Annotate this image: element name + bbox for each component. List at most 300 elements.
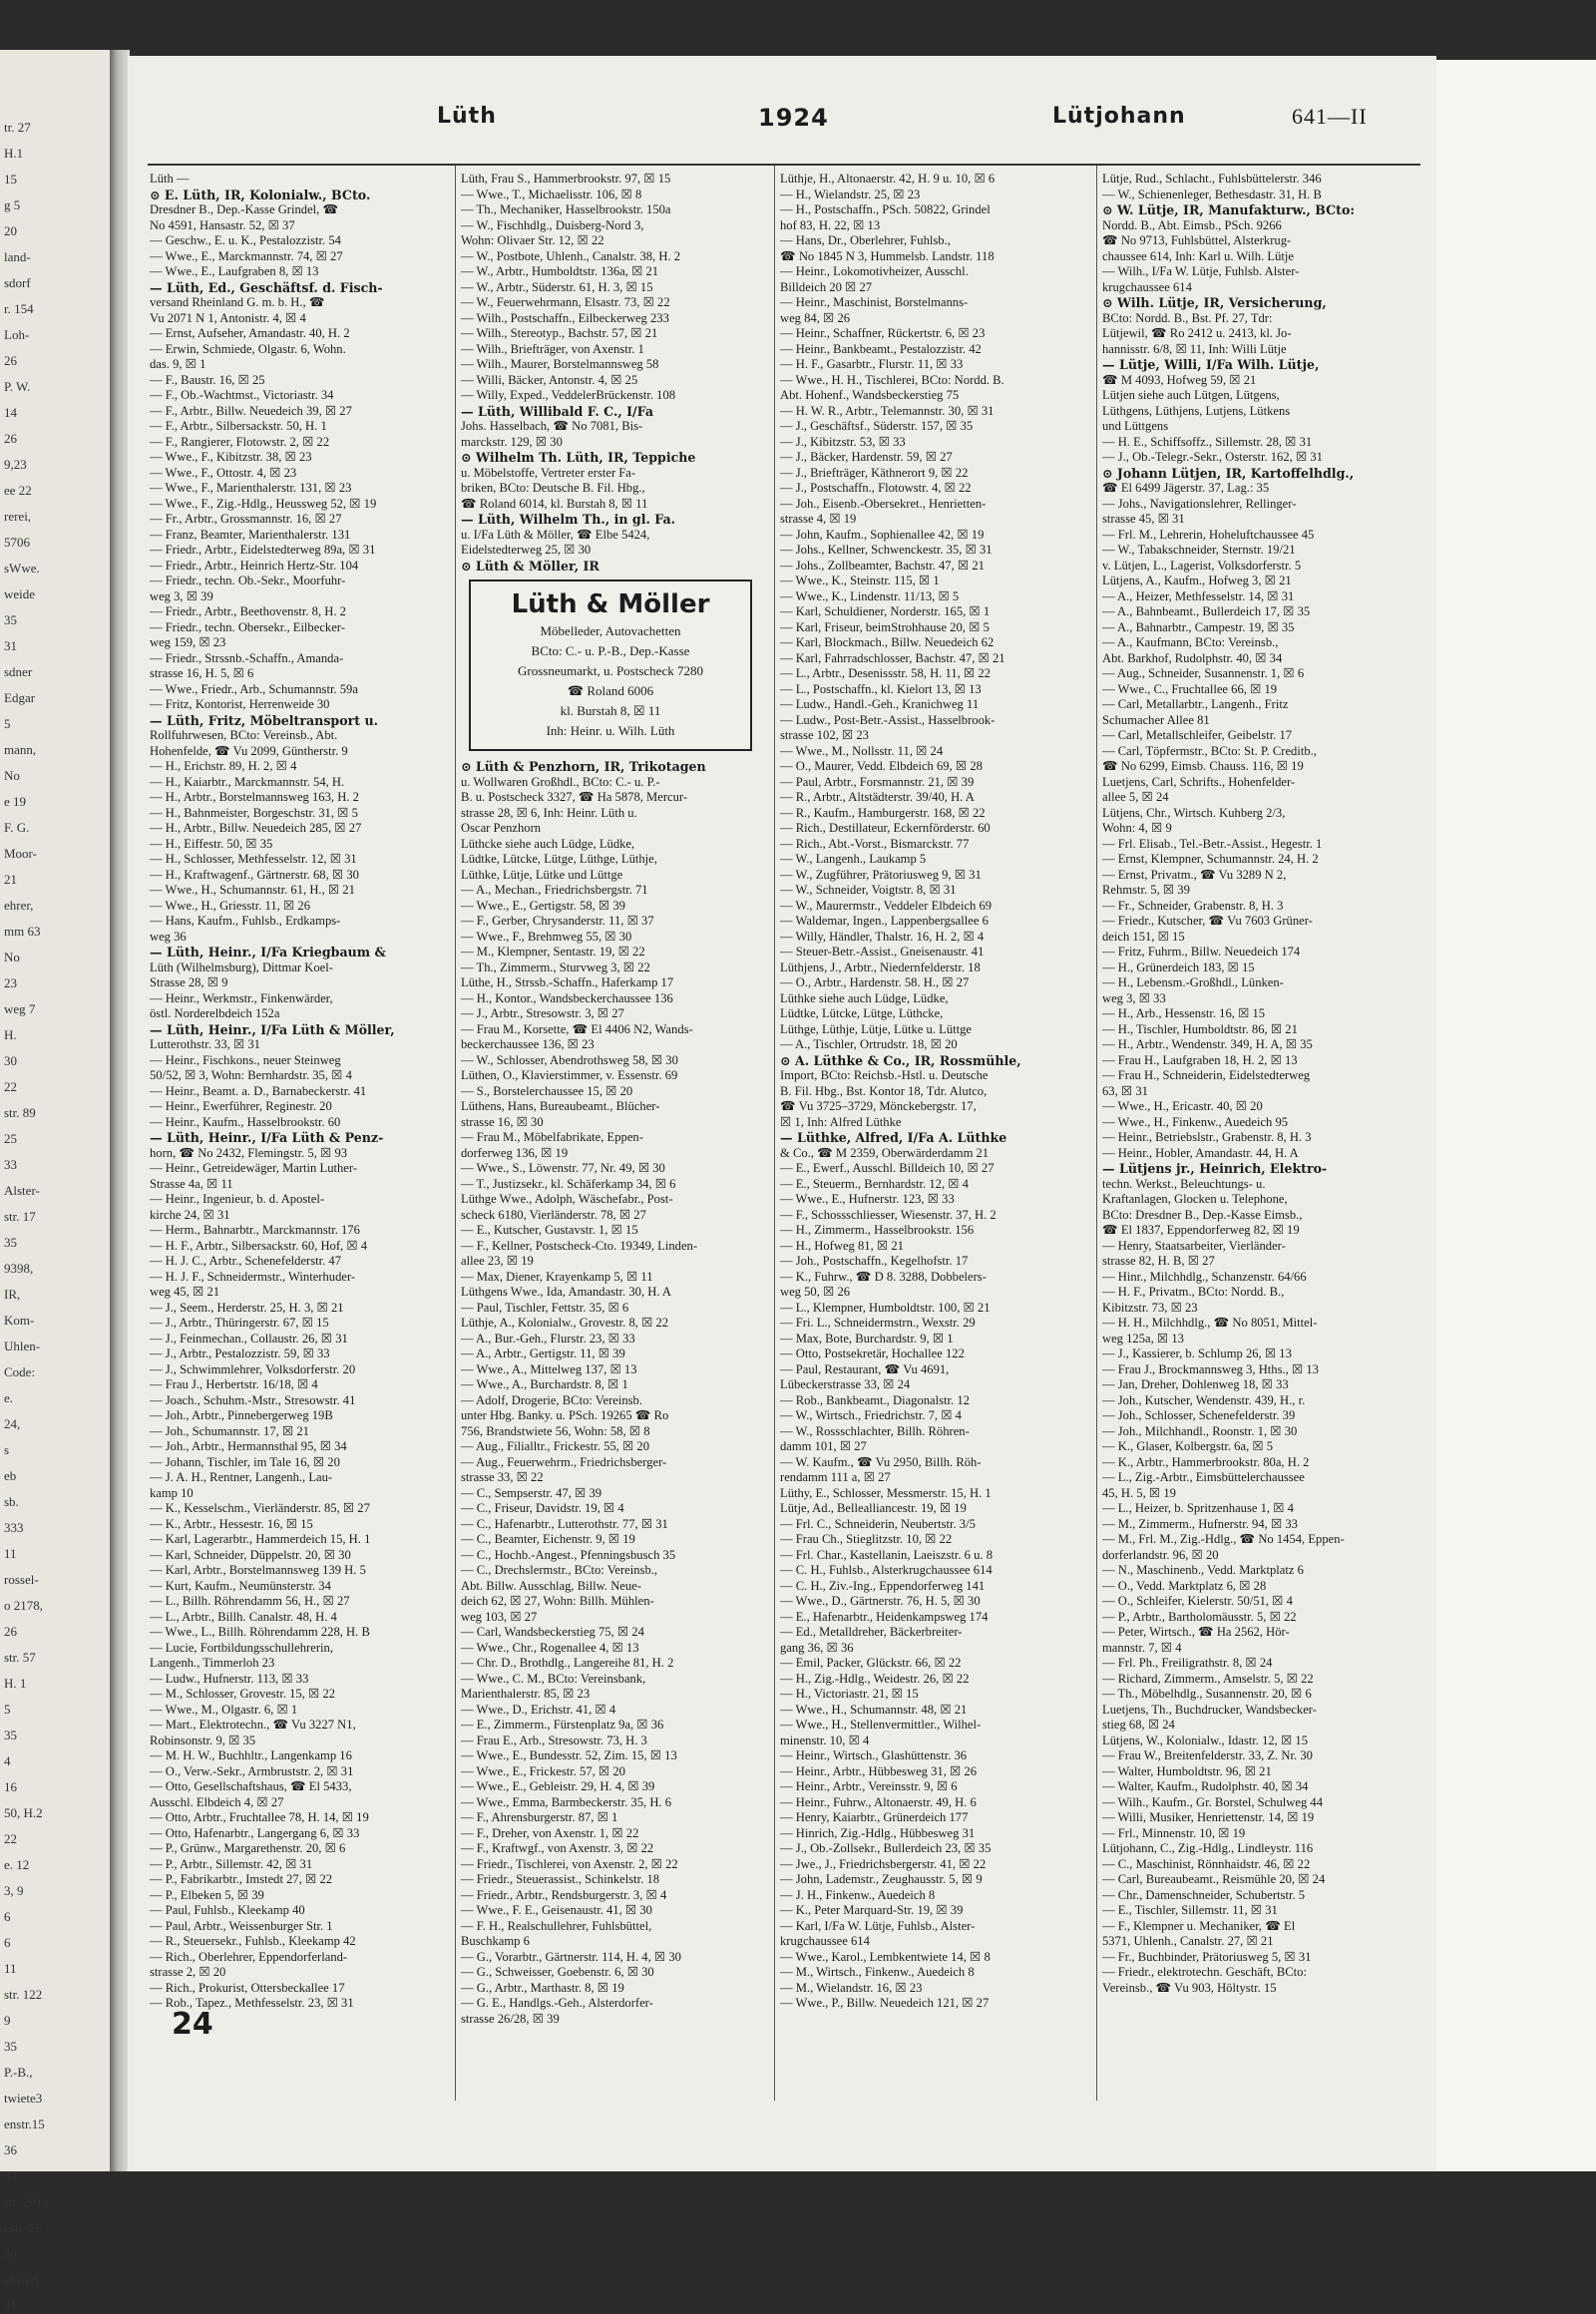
directory-entry-line: Lüthje, A., Kolonialw., Grovestr. 8, ☒ 22 xyxy=(461,1316,669,1330)
directory-entry-line: — J., Postschaffn., Flotowstr. 4, ☒ 22 xyxy=(780,481,972,495)
prev-page-text: 50, H.2 xyxy=(4,1805,43,1820)
directory-entry-line: Lütjens, A., Kaufm., Hofweg 3, ☒ 21 xyxy=(1102,574,1292,587)
directory-entry-line: — H. F., Arbtr., Silbersackstr. 60, Hof, ☒ 4 xyxy=(150,1238,368,1253)
directory-entry-line: — K., Arbtr., Hessestr. 16, ☒ 15 xyxy=(150,1516,313,1531)
directory-entry-line: — G., Schweisser, Goebenstr. 6, ☒ 30 xyxy=(461,1965,654,1979)
directory-entry-line: techn. Werkst., Beleuchtungs- u. xyxy=(1102,1176,1266,1191)
prev-page-text: 31 xyxy=(4,638,17,653)
directory-entry-line: — A., Bahnbeamt., Bullerdeich 17, ☒ 35 xyxy=(1102,604,1311,618)
directory-entry-line: beckerchaussee 136, ☒ 23 xyxy=(461,1037,595,1051)
directory-entry-line: — Wwe., K., Lindenstr. 11/13, ☒ 5 xyxy=(780,588,960,603)
prev-page-text: rerei, xyxy=(4,509,32,524)
directory-entry-line: Kraftanlagen, Glocken u. Telephone, xyxy=(1102,1192,1288,1206)
prev-page-text: 5 xyxy=(4,1702,11,1717)
directory-entry-line: stieg 68, ☒ 24 xyxy=(1102,1718,1175,1732)
directory-entry-line: — C. H., Ziv.-Ing., Eppendorferweg 141 xyxy=(780,1578,986,1593)
directory-entry-line: — Franz, Beamter, Marienthalerstr. 131 xyxy=(150,527,351,542)
prev-page-text: Code: xyxy=(4,1364,36,1379)
directory-entry-line: — R., Steuersekr., Fuhlsb., Kleekamp 42 xyxy=(150,1934,356,1948)
prev-page-text: s xyxy=(4,1442,10,1457)
directory-entry-line: — F. H., Realschullehrer, Fuhlsbüttel, xyxy=(461,1918,652,1933)
directory-entry-line: — J., Arbtr., Stresowstr. 3, ☒ 27 xyxy=(461,1006,624,1020)
directory-entry-line: strasse 33, ☒ 22 xyxy=(461,1470,544,1484)
directory-entry-line: — Otto, Gesellschaftshaus, ☎ El 5433, xyxy=(150,1779,352,1793)
directory-entry-line: — Wwe., H., Ericastr. 40, ☒ 20 xyxy=(1102,1099,1263,1113)
prev-page-text: sb. xyxy=(4,1494,19,1509)
directory-entry-line: ☎ Vu 3725–3729, Mönckebergstr. 17, xyxy=(780,1099,977,1113)
directory-entry-line: — W. Kaufm., ☎ Vu 2950, Billh. Röh- xyxy=(780,1454,982,1469)
directory-entry-line: — O., Arbtr., Hardenstr. 58. H., ☒ 27 xyxy=(780,975,970,989)
directory-entry-line: — Frau J., Brockmannsweg 3, Hths., ☒ 13 xyxy=(1102,1361,1319,1376)
directory-entry-line: — Lüth, Heinr., I/Fa Lüth & Möller, xyxy=(150,1021,395,1037)
directory-entry-line: — Johs., Navigationslehrer, Rellinger- xyxy=(1102,496,1297,511)
directory-entry-line: — Carl, Bureaubeamt., Reismühle 20, ☒ 24 xyxy=(1102,1872,1326,1886)
directory-entry-line: Lüth, Frau S., Hammerbrookstr. 97, ☒ 15 xyxy=(461,172,671,186)
directory-entry-line: — Fr., Buchbinder, Prätoriusweg 5, ☒ 31 xyxy=(1102,1949,1312,1964)
directory-entry-line: — Heinr., Fuhrw., Altonaerstr. 49, H. 6 xyxy=(780,1794,977,1809)
directory-entry-line: — Wwe., E., Frickestr. 57, ☒ 20 xyxy=(461,1763,625,1778)
directory-entry-line: ⊙ Lüth & Penzhorn, IR, Trikotagen xyxy=(461,759,706,774)
directory-entry-line: — Heinr., Betriebslstr., Grabenstr. 8, H. 3 xyxy=(1102,1130,1312,1144)
directory-entry-line: — C., Maschinist, Rönnhaidstr. 46, ☒ 22 xyxy=(1102,1856,1311,1871)
directory-entry-line: — Wwe., Karol., Lembkentwiete 14, ☒ 8 xyxy=(780,1949,991,1964)
directory-entry-line: — P., Fabrikarbtr., Imstedt 27, ☒ 22 xyxy=(150,1872,333,1886)
directory-entry-line: — Mart., Elektrotechn., ☎ Vu 3227 N1, xyxy=(150,1718,356,1732)
directory-entry-line: — Frau H., Schneiderin, Eidelstedterweg xyxy=(1102,1068,1311,1082)
prev-page-text: F. G. xyxy=(4,820,30,835)
directory-entry-line: — Friedr., Arbtr., Heinrich Hertz-Str. 104 xyxy=(150,558,359,573)
prev-page-text: estr. 26 xyxy=(4,2220,42,2235)
directory-entry-line: — Heinr., Lokomotivheizer, Ausschl. xyxy=(780,264,969,278)
directory-entry-line: strasse 16, H. 5, ☒ 6 xyxy=(150,666,254,680)
directory-entry-line: — J., Feinmechan., Collaustr. 26, ☒ 31 xyxy=(150,1331,348,1346)
directory-entry-line: — A., Bur.-Geh., Flurstr. 23, ☒ 33 xyxy=(461,1331,635,1346)
directory-entry-line: — Ludw., Hufnerstr. 113, ☒ 33 xyxy=(150,1671,309,1686)
directory-entry-line: ☎ No 9713, Fuhlsbüttel, Alsterkrug- xyxy=(1102,233,1292,247)
directory-entry-line: — H., Erichstr. 89, H. 2, ☒ 4 xyxy=(150,759,297,773)
directory-entry-line: — L., Billh. Röhrendamm 56, H., ☒ 27 xyxy=(150,1594,350,1608)
directory-entry-line: — A., Mechan., Friedrichsbergstr. 71 xyxy=(461,883,648,897)
directory-entry-line: — Karl, Schuldiener, Norderstr. 165, ☒ 1 xyxy=(780,604,991,618)
prev-page-text: 24, xyxy=(4,1416,21,1431)
directory-entry-line: — Kurt, Kaufm., Neumünsterstr. 34 xyxy=(150,1578,331,1593)
column-1 xyxy=(150,172,449,2012)
directory-entry-line: — Fr., Schneider, Grabenstr. 8, H. 3 xyxy=(1102,898,1284,913)
prev-page-text: 15 xyxy=(4,172,17,187)
directory-entry-line: — Jan, Dreher, Dohlenweg 18, ☒ 33 xyxy=(1102,1377,1289,1391)
directory-entry-line: — Wilh., Stereotyp., Bachstr. 57, ☒ 21 xyxy=(461,326,658,340)
directory-entry-line: — H., Wielandstr. 25, ☒ 23 xyxy=(780,187,921,201)
prev-page-text: 35 xyxy=(4,612,17,627)
directory-entry-line: — P., Arbtr., Sillemstr. 42, ☒ 31 xyxy=(150,1856,313,1871)
directory-entry-line: — P., Arbtr., Bartholomäusstr. 5, ☒ 22 xyxy=(1102,1609,1297,1624)
directory-entry-line: — Paul, Restaurant, ☎ Vu 4691, xyxy=(780,1361,950,1376)
directory-entry-line: — Wwe., E., Gebleistr. 29, H. 4, ☒ 39 xyxy=(461,1779,655,1793)
directory-entry-line: — Joh., Kutscher, Wendenstr. 439, H., r. xyxy=(1102,1392,1306,1407)
prev-page-text: e. xyxy=(4,1390,14,1405)
directory-entry-line: Hohenfelde, ☎ Vu 2099, Güntherstr. 9 xyxy=(150,743,348,758)
directory-entry-line: — Max, Bote, Burchardstr. 9, ☒ 1 xyxy=(780,1331,954,1346)
directory-entry-line: — Wwe., H., Schumannstr. 61, H., ☒ 21 xyxy=(150,883,355,897)
prev-page-text: str. 17 xyxy=(4,1209,36,1224)
directory-entry-line: — Hans, Dr., Oberlehrer, Fuhlsb., xyxy=(780,233,951,247)
directory-entry-line: Billdeich 20 ☒ 27 xyxy=(780,279,873,294)
directory-entry-line: — Frau M., Möbelfabrikate, Eppen- xyxy=(461,1130,643,1144)
prev-page-text: tr. 27 xyxy=(4,120,31,135)
directory-entry-line: — M., Schlosser, Grovestr. 15, ☒ 22 xyxy=(150,1687,336,1701)
directory-entry-line: — C., Sempserstr. 47, ☒ 39 xyxy=(461,1485,602,1500)
directory-entry-line: — Willi, Musiker, Henriettenstr. 14, ☒ 19 xyxy=(1102,1810,1315,1824)
directory-entry-line: — E., Hafenarbtr., Heidenkampsweg 174 xyxy=(780,1609,989,1624)
prev-page-text: aben 8 xyxy=(4,2272,39,2287)
directory-entry-line: — Fritz, Fuhrm., Billw. Neuedeich 174 xyxy=(1102,945,1301,959)
directory-entry-line: — Heinr., Fischkons., neuer Steinweg xyxy=(150,1052,341,1067)
directory-entry-line: horn, ☎ No 2432, Flemingstr. 5, ☒ 93 xyxy=(150,1145,348,1160)
directory-entry-line: — Willy, Exped., VeddelerBrückenstr. 108 xyxy=(461,388,676,402)
directory-entry-line: — Friedr., Steuerassist., Schinkelstr. 18 xyxy=(461,1872,660,1886)
directory-entry-line: dorferweg 136, ☒ 19 xyxy=(461,1145,569,1160)
directory-entry-line: 756, Brandstwiete 56, Wohn: 58, ☒ 8 xyxy=(461,1423,650,1438)
directory-entry-line: — L., Postschaffn., kl. Kielort 13, ☒ 13 xyxy=(780,681,982,696)
prev-page-text: 35 xyxy=(4,2039,17,2054)
directory-entry-line: u. I/Fa Lüth & Möller, ☎ Elbe 5424, xyxy=(461,527,650,542)
ad-line: BCto: C.- u. P.-B., Dep.-Kasse xyxy=(531,643,690,658)
directory-entry-line: — L., Arbtr., Billh. Canalstr. 48, H. 4 xyxy=(150,1609,337,1624)
directory-entry-line: — Karl, Arbtr., Borstelmannsweg 139 H. 5 xyxy=(150,1563,366,1577)
column-3 xyxy=(780,172,1079,2012)
directory-entry-line: — F., Schossschliesser, Wiesenstr. 37, H. 2 xyxy=(780,1207,997,1222)
directory-entry-line: — Karl, Fahrradschlosser, Bachstr. 47, ☒ 21 xyxy=(780,650,1005,665)
directory-entry-line: — Lüth, Willibald F. C., I/Fa xyxy=(461,403,654,419)
prev-page-text: 5706 xyxy=(4,535,30,550)
directory-entry-line: — Friedr., elektrotechn. Geschäft, BCto: xyxy=(1102,1965,1307,1979)
prev-page-text: r. 154 xyxy=(4,301,34,316)
column-divider xyxy=(774,166,775,2101)
directory-entry-line: krugchaussee 614 xyxy=(780,1934,870,1948)
directory-entry-line: — Wwe., A., Burchardstr. 8, ☒ 1 xyxy=(461,1377,628,1391)
directory-entry-line: weg 84, ☒ 26 xyxy=(780,310,851,325)
directory-entry-line: — Hinr., Milchhdlg., Schanzenstr. 64/66 xyxy=(1102,1269,1307,1284)
directory-entry-line: — J., Seem., Herderstr. 25, H. 3, ☒ 21 xyxy=(150,1300,344,1315)
prev-page-text: str. 89 xyxy=(4,1105,36,1120)
directory-entry-line: Ausschl. Elbdeich 4, ☒ 27 xyxy=(150,1794,284,1809)
previous-page-fragment xyxy=(0,50,110,2313)
prev-page-text: e 19 xyxy=(4,794,27,809)
directory-entry-line: — Wwe., E., Bundesstr. 52, Zim. 15, ☒ 13 xyxy=(461,1748,677,1762)
directory-entry-line: — Otto, Arbtr., Fruchtallee 78, H. 14, ☒ 19 xyxy=(150,1810,369,1824)
directory-entry-line: versand Rheinland G. m. b. H., ☎ xyxy=(150,295,325,309)
directory-entry-line: — Waldemar, Ingen., Lappenbergsallee 6 xyxy=(780,914,989,928)
prev-page-text: H.1 xyxy=(4,146,24,161)
prev-page-text: Alster- xyxy=(4,1183,40,1198)
prev-page-text: 20 xyxy=(4,223,17,238)
prev-page-text: rossel- xyxy=(4,1572,39,1587)
directory-entry-line: — Carl, Töpfermstr., BCto: St. P. Creditb., xyxy=(1102,743,1317,758)
directory-entry-line: — Henry, Kaiarbtr., Grünerdeich 177 xyxy=(780,1810,969,1824)
directory-entry-line: — F., Kellner, Postscheck-Cto. 19349, Linden- xyxy=(461,1238,698,1253)
prev-page-text: 35 xyxy=(4,1235,17,1250)
directory-entry-line: — J., Ob.-Telegr.-Sekr., Osterstr. 162, ☒ 31 xyxy=(1102,450,1323,464)
directory-entry-line: Lüthke, Lütje, Lütke und Lüttge xyxy=(461,867,623,882)
directory-entry-line: strasse 102, ☒ 23 xyxy=(780,728,869,742)
directory-entry-line: — Rich., Abt.-Vorst., Bismarckstr. 77 xyxy=(780,836,970,851)
directory-entry-line: — Emil, Packer, Glückstr. 66, ☒ 22 xyxy=(780,1656,962,1670)
directory-entry-line: ☎ El 1837, Eppendorferweg 82, ☒ 19 xyxy=(1102,1223,1300,1237)
directory-entry-line: — Heinr., Arbtr., Vereinsstr. 9, ☒ 6 xyxy=(780,1779,958,1793)
directory-entry-line: Lüth — xyxy=(150,172,190,186)
directory-entry-line: Lüdtke, Lütcke, Lütge, Lüthge, Lüthje, xyxy=(461,852,657,866)
directory-entry-line: — Wwe., D., Erichstr. 41, ☒ 4 xyxy=(461,1702,616,1717)
directory-entry-line: — R., Kaufm., Hamburgerstr. 168, ☒ 22 xyxy=(780,805,986,820)
directory-entry-line: — E., Zimmerm., Fürstenplatz 9a, ☒ 36 xyxy=(461,1718,664,1732)
prev-page-text: 22 xyxy=(4,1831,17,1846)
directory-entry-line: ☎ El 6499 Jägerstr. 37, Lag.: 35 xyxy=(1102,481,1270,495)
directory-entry-line: — Joh., Arbtr., Hermannsthal 95, ☒ 34 xyxy=(150,1439,347,1453)
directory-entry-line: — K., Fuhrw., ☎ D 8. 3288, Dobbelers- xyxy=(780,1269,987,1284)
prev-page-text: 35 xyxy=(4,1728,17,1742)
directory-entry-line: — Paul, Tischler, Fettstr. 35, ☒ 6 xyxy=(461,1300,629,1315)
directory-entry-line: strasse 2, ☒ 20 xyxy=(150,1965,226,1979)
directory-entry-line: — Heinr., Beamt. a. D., Barnabeckerstr. 41 xyxy=(150,1083,367,1098)
directory-entry-line: — E., Tischler, Sillemstr. 11, ☒ 31 xyxy=(1102,1903,1278,1917)
directory-entry-line: Lüthge Wwe., Adolph, Wäschefabr., Post- xyxy=(461,1192,673,1206)
prev-page-text: weide xyxy=(4,586,36,601)
directory-entry-line: — Hinrich, Zig.-Hdlg., Hübbesweg 31 xyxy=(780,1825,976,1840)
directory-entry-line: — Richard, Zimmerm., Amselstr. 5, ☒ 22 xyxy=(1102,1671,1314,1686)
prev-page-text: sWwe. xyxy=(4,561,40,576)
directory-entry-line: — Wilh., Briefträger, von Axenstr. 1 xyxy=(461,341,644,356)
prev-page-text: str. 201a, xyxy=(4,2194,52,2209)
directory-entry-line: — Wwe., H., Griesstr. 11, ☒ 26 xyxy=(150,898,311,913)
prev-page-text: ehrer, xyxy=(4,898,34,913)
directory-entry-line: ☒ 1, Inh: Alfred Lüthke xyxy=(780,1114,902,1129)
prev-page-text: 23 xyxy=(4,975,17,990)
directory-entry-line: — Paul, Fuhlsb., Kleekamp 40 xyxy=(150,1903,305,1917)
directory-entry-line: — C., Friseur, Davidstr. 19, ☒ 4 xyxy=(461,1501,624,1515)
directory-entry-line: — H., Arbtr., Wendenstr. 349, H. A, ☒ 35 xyxy=(1102,1037,1313,1051)
directory-entry-line: — Lüth, Heinr., I/Fa Lüth & Penz- xyxy=(150,1130,384,1145)
directory-entry-line: — Frau E., Arb., Stresowstr. 73, H. 3 xyxy=(461,1733,647,1747)
directory-entry-line: u. Wollwaren Großhdl., BCto: C.- u. P.- xyxy=(461,774,660,789)
directory-entry-line: — Wwe., F., Ottostr. 4, ☒ 23 xyxy=(150,465,297,480)
prev-page-text: 14 xyxy=(4,405,17,420)
directory-entry-line: ☎ Roland 6014, kl. Burstah 8, ☒ 11 xyxy=(461,496,648,511)
directory-entry-line: — Wwe., F., Zig.-Hdlg., Heussweg 52, ☒ 19 xyxy=(150,496,377,511)
directory-entry-line: — L., Arbtr., Desenissstr. 58, H. 11, ☒ 22 xyxy=(780,666,991,680)
page-margin xyxy=(1436,60,1596,2171)
directory-entry-line: — H., Arb., Hessenstr. 16, ☒ 15 xyxy=(1102,1006,1266,1020)
prev-page-text: sdorf xyxy=(4,275,31,290)
directory-entry-line: Lüthe, H., Strssb.-Schaffn., Haferkamp 17 xyxy=(461,975,674,989)
directory-entry-line: — Fritz, Kontorist, Herrenweide 30 xyxy=(150,697,330,711)
prev-page-text: e. 12 xyxy=(4,1857,30,1872)
directory-entry-line: — Ernst, Privatm., ☎ Vu 3289 N 2, xyxy=(1102,867,1287,882)
directory-entry-line: Lütjens, Chr., Wirtsch. Kuhberg 2/3, xyxy=(1102,805,1286,820)
directory-entry-line: — H., Zig.-Hdlg., Weidestr. 26, ☒ 22 xyxy=(780,1671,970,1686)
directory-entry-line: — R., Arbtr., Altstädterstr. 39/40, H. A xyxy=(780,790,975,804)
prev-page-text: 3, 9 xyxy=(4,1883,24,1898)
directory-entry-line: Abt. Hohenf., Wandsbeckerstieg 75 xyxy=(780,388,960,402)
directory-entry-line: ☎ No 6299, Eimsb. Chauss. 116, ☒ 19 xyxy=(1102,759,1304,773)
directory-entry-line: — Carl, Metallschleifer, Geibelstr. 17 xyxy=(1102,728,1293,742)
directory-entry-line: — Steuer-Betr.-Assist., Gneisenaustr. 41 xyxy=(780,945,985,959)
directory-entry-line: — Karl, I/Fa W. Lütje, Fuhlsb., Alster- xyxy=(780,1918,976,1933)
directory-entry-line: — F., Kraftwgf., von Axenstr. 3, ☒ 22 xyxy=(461,1841,654,1855)
directory-entry-line: strasse 45, ☒ 31 xyxy=(1102,512,1185,526)
directory-entry-line: — W., Arbtr., Süderstr. 61, H. 3, ☒ 15 xyxy=(461,279,653,294)
prev-page-text: 11 xyxy=(4,1546,17,1561)
directory-entry-line: weg 103, ☒ 27 xyxy=(461,1609,538,1624)
directory-entry-line: strasse 82, H. B, ☒ 27 xyxy=(1102,1254,1215,1268)
directory-entry-line: Lüthgens Wwe., Ida, Amandastr. 30, H. A xyxy=(461,1285,672,1299)
directory-entry-line: — Lüthke, Alfred, I/Fa A. Lüthke xyxy=(780,1130,1007,1145)
prev-page-text: 30 xyxy=(4,2246,17,2261)
directory-entry-line: — Paul, Arbtr., Weissenburger Str. 1 xyxy=(150,1918,333,1933)
directory-entry-line: — J., Arbtr., Pestalozzistr. 59, ☒ 33 xyxy=(150,1347,330,1360)
directory-entry-line: mannstr. 7, ☒ 4 xyxy=(1102,1640,1182,1655)
directory-entry-line: ☎ No 1845 N 3, Hummelsb. Landstr. 118 xyxy=(780,248,995,263)
directory-entry-line: — Wwe., F. E., Geisenaustr. 41, ☒ 30 xyxy=(461,1903,652,1917)
prev-page-text: 31 xyxy=(4,2298,17,2313)
directory-entry-line: — G., Arbtr., Marthastr. 8, ☒ 19 xyxy=(461,1980,624,1995)
directory-entry-line: — A., Kaufmann, BCto: Vereinsb., xyxy=(1102,635,1279,649)
header-left-keyword: Lüth xyxy=(437,104,497,129)
directory-entry-line: — Ernst, Aufseher, Amandastr. 40, H. 2 xyxy=(150,326,350,340)
directory-entry-line: — Henry, Staatsarbeiter, Vierländer- xyxy=(1102,1238,1286,1253)
directory-entry-line: — F., Arbtr., Billw. Neuedeich 39, ☒ 27 xyxy=(150,403,352,418)
directory-entry-line: — J. A. H., Rentner, Langenh., Lau- xyxy=(150,1470,333,1484)
directory-entry-line: — H., Hofweg 81, ☒ 21 xyxy=(780,1238,904,1253)
directory-entry-line: Wohn: Olivaer Str. 12, ☒ 22 xyxy=(461,233,604,247)
directory-entry-line: strasse 28, ☒ 6, Inh: Heinr. Lüth u. xyxy=(461,805,637,820)
directory-entry-line: strasse 4, ☒ 19 xyxy=(780,512,857,526)
directory-entry-line: — Wwe., H., Schumannstr. 48, ☒ 21 xyxy=(780,1702,968,1717)
directory-entry-line: — Max, Diener, Krayenkamp 5, ☒ 11 xyxy=(461,1269,653,1284)
directory-entry-line: — Wwe., E., Marckmannstr. 74, ☒ 27 xyxy=(150,248,343,263)
directory-entry-line: — Wwe., Friedr., Arb., Schumannstr. 59a xyxy=(150,681,358,696)
directory-entry-line: Rollfuhrwesen, BCto: Vereinsb., Abt. xyxy=(150,728,338,742)
directory-entry-line: — H. E., Schiffsoffz., Sillemstr. 28, ☒ 31 xyxy=(1102,434,1313,449)
prev-page-text: Moor- xyxy=(4,846,37,861)
directory-entry-line: — C., Hafenarbtr., Lutterothstr. 77, ☒ 31 xyxy=(461,1516,668,1531)
directory-entry-line: — Lüth, Heinr., I/Fa Kriegbaum & xyxy=(150,945,386,960)
directory-entry-line: — F., Ahrensburgerstr. 87, ☒ 1 xyxy=(461,1810,618,1824)
directory-entry-line: — Heinr., Hobler, Amandastr. 44, H. A xyxy=(1102,1145,1299,1160)
directory-entry-line: — Johs., Zollbeamter, Bachstr. 47, ☒ 21 xyxy=(780,558,985,573)
directory-entry-line: Luetjens, Carl, Schrifts., Hohenfelder- xyxy=(1102,774,1296,789)
directory-entry-line: — Lucie, Fortbildungsschullehrerin, xyxy=(150,1640,333,1655)
directory-entry-line: — Aug., Schneider, Susannenstr. 1, ☒ 6 xyxy=(1102,666,1305,680)
directory-entry-line: — Wwe., A., Mittelweg 137, ☒ 13 xyxy=(461,1361,637,1376)
directory-entry-line: — Willy, Händler, Thalstr. 16, H. 2, ☒ 4 xyxy=(780,929,985,944)
prev-page-text: Uhlen- xyxy=(4,1339,41,1353)
directory-entry-line: Kibitzstr. 73, ☒ 23 xyxy=(1102,1300,1198,1315)
directory-entry-line: — W., Wirtsch., Friedrichstr. 7, ☒ 4 xyxy=(780,1408,962,1422)
directory-entry-line: — H., Kontor., Wandsbeckerchaussee 136 xyxy=(461,990,673,1005)
prev-page-text: 6 xyxy=(4,1909,11,1924)
directory-entry-line: u. Möbelstoffe, Vertreter erster Fa- xyxy=(461,465,636,480)
directory-entry-line: — K., Kesselschm., Vierländerstr. 85, ☒ 27 xyxy=(150,1501,370,1515)
prev-page-text: mann, xyxy=(4,742,37,757)
directory-entry-line: ⊙ E. Lüth, IR, Kolonialw., BCto. xyxy=(150,187,371,202)
directory-entry-line: — M., Wielandstr. 16, ☒ 23 xyxy=(780,1980,923,1995)
prev-page-text: 9,23 xyxy=(4,457,27,472)
directory-entry-line: weg 3, ☒ 33 xyxy=(1102,990,1166,1005)
prev-page-text: 26 xyxy=(4,353,17,368)
header-right-keyword: Lütjohann xyxy=(1052,104,1186,129)
directory-entry-line: — J., Bäcker, Hardenstr. 59, ☒ 27 xyxy=(780,450,953,464)
directory-entry-line: — Wwe., E., Gertigstr. 58, ☒ 39 xyxy=(461,898,625,913)
directory-entry-line: Lüthcke siehe auch Lüdge, Lüdke, xyxy=(461,836,635,851)
directory-entry-line: — Willi, Bäcker, Antonstr. 4, ☒ 25 xyxy=(461,372,638,387)
directory-entry-line: — Wwe., F., Marienthalerstr. 131, ☒ 23 xyxy=(150,481,352,495)
directory-entry-line: — H., Bahnmeister, Borgeschstr. 31, ☒ 5 xyxy=(150,805,358,820)
prev-page-text: Edgar xyxy=(4,690,36,705)
directory-entry-line: minenstr. 10, ☒ 4 xyxy=(780,1733,870,1747)
directory-entry-line: rendamm 111 a, ☒ 27 xyxy=(780,1470,891,1484)
directory-entry-line: — F., Rangierer, Flotowstr. 2, ☒ 22 xyxy=(150,434,330,449)
directory-entry-line: — F., Baustr. 16, ☒ 25 xyxy=(150,372,265,387)
directory-entry-line: — J., Arbtr., Thüringerstr. 67, ☒ 15 xyxy=(150,1316,329,1330)
directory-entry-line: ⊙ Wilhelm Th. Lüth, IR, Teppiche xyxy=(461,450,696,465)
directory-entry-line: — Rob., Tapez., Methfesselstr. 23, ☒ 31 xyxy=(150,1996,354,2010)
directory-entry-line: — Th., Mechaniker, Hasselbrookstr. 150a xyxy=(461,202,671,216)
prev-page-text: str. 122 xyxy=(4,1987,43,2002)
directory-entry-line: — W., Arbtr., Humboldtstr. 136a, ☒ 21 xyxy=(461,264,659,278)
directory-entry-line: Eidelstedterweg 25, ☒ 30 xyxy=(461,543,592,557)
directory-entry-line: — O., Maurer, Vedd. Elbdeich 69, ☒ 28 xyxy=(780,759,983,773)
directory-entry-line: B. Fil. Hbg., Bst. Kontor 18, Tdr. Alutco, xyxy=(780,1083,988,1098)
directory-entry-line: — K., Peter Marquard-Str. 19, ☒ 39 xyxy=(780,1903,964,1917)
directory-entry-line: — Wilh., Postschaffn., Eilbeckerweg 233 xyxy=(461,310,669,325)
directory-entry-line: weg 36 xyxy=(150,929,187,944)
directory-entry-line: — Friedr., techn. Ob.-Sekr., Moorfuhr- xyxy=(150,574,346,587)
directory-entry-line: — Frl. Char., Kastellanin, Laeiszstr. 6 u. 8 xyxy=(780,1547,994,1562)
advertisement-box xyxy=(469,579,752,751)
directory-entry-line: allee 5, ☒ 24 xyxy=(1102,790,1169,804)
directory-entry-line: — O., Vedd. Marktplatz 6, ☒ 28 xyxy=(1102,1578,1267,1593)
directory-entry-line: — M., Frl. M., Zig.-Hdlg., ☎ No 1454, Eppen- xyxy=(1102,1532,1345,1546)
directory-entry-line: — C., Hochb.-Angest., Pfenningsbusch 35 xyxy=(461,1547,676,1562)
directory-entry-line: gang 36, ☒ 36 xyxy=(780,1640,854,1655)
directory-entry-line: chaussee 614, Inh: Karl u. Wilh. Lütje xyxy=(1102,248,1294,263)
directory-entry-line: — Heinr., Wirtsch., Glashüttenstr. 36 xyxy=(780,1748,968,1762)
directory-entry-line: — Wwe., C., Fruchtallee 66, ☒ 19 xyxy=(1102,681,1278,696)
directory-entry-line: 50/52, ☒ 3, Wohn: Bernhardstr. 35, ☒ 4 xyxy=(150,1068,352,1082)
directory-entry-line: — Adolf, Drogerie, BCto: Vereinsb. xyxy=(461,1392,643,1407)
directory-entry-line: — Carl, Wandsbeckerstieg 75, ☒ 24 xyxy=(461,1625,644,1639)
directory-entry-line: — G. E., Handlgs.-Geh., Alsterdorfer- xyxy=(461,1996,653,2010)
directory-entry-line: — N., Maschinenb., Vedd. Marktplatz 6 xyxy=(1102,1563,1304,1577)
directory-entry-line: briken, BCto: Deutsche B. Fil. Hbg., xyxy=(461,481,645,495)
directory-entry-line: — H., Lebensm.-Großhdl., Lünken- xyxy=(1102,975,1284,989)
directory-entry-line: — Lütje, Willi, I/Fa Wilh. Lütje, xyxy=(1102,357,1320,372)
directory-entry-line: — Chr. D., Brothdlg., Langereihe 81, H. 2 xyxy=(461,1656,674,1670)
directory-entry-line: östl. Norderelbdeich 152a xyxy=(150,1006,280,1020)
directory-entry-line: Lütjens, W., Kolonialw., Idastr. 12, ☒ 15 xyxy=(1102,1733,1309,1747)
directory-entry-line: — H. F., Privatm., BCto: Nordd. B., xyxy=(1102,1285,1285,1299)
directory-entry-line: 5371, Uhlenh., Canalstr. 27, ☒ 21 xyxy=(1102,1934,1274,1948)
directory-entry-line: — Jwe., J., Friedrichsbergerstr. 41, ☒ 22 xyxy=(780,1856,987,1871)
directory-entry-line: — P., Elbeken 5, ☒ 39 xyxy=(150,1887,264,1902)
directory-entry-line: Abt. Billw. Ausschlag, Billw. Neue- xyxy=(461,1578,641,1593)
directory-entry-line: — Wwe., Emma, Barmbeckerstr. 35, H. 6 xyxy=(461,1794,672,1809)
directory-entry-line: Lüthen, O., Klavierstimmer, v. Essenstr. 69 xyxy=(461,1068,678,1082)
directory-entry-line: — Friedr., Kutscher, ☎ Vu 7603 Grüner- xyxy=(1102,914,1313,928)
column-2 xyxy=(461,172,760,2027)
directory-entry-line: — Karl, Friseur, beimStrohhause 20, ☒ 5 xyxy=(780,619,990,634)
prev-page-text: land- xyxy=(4,249,31,264)
